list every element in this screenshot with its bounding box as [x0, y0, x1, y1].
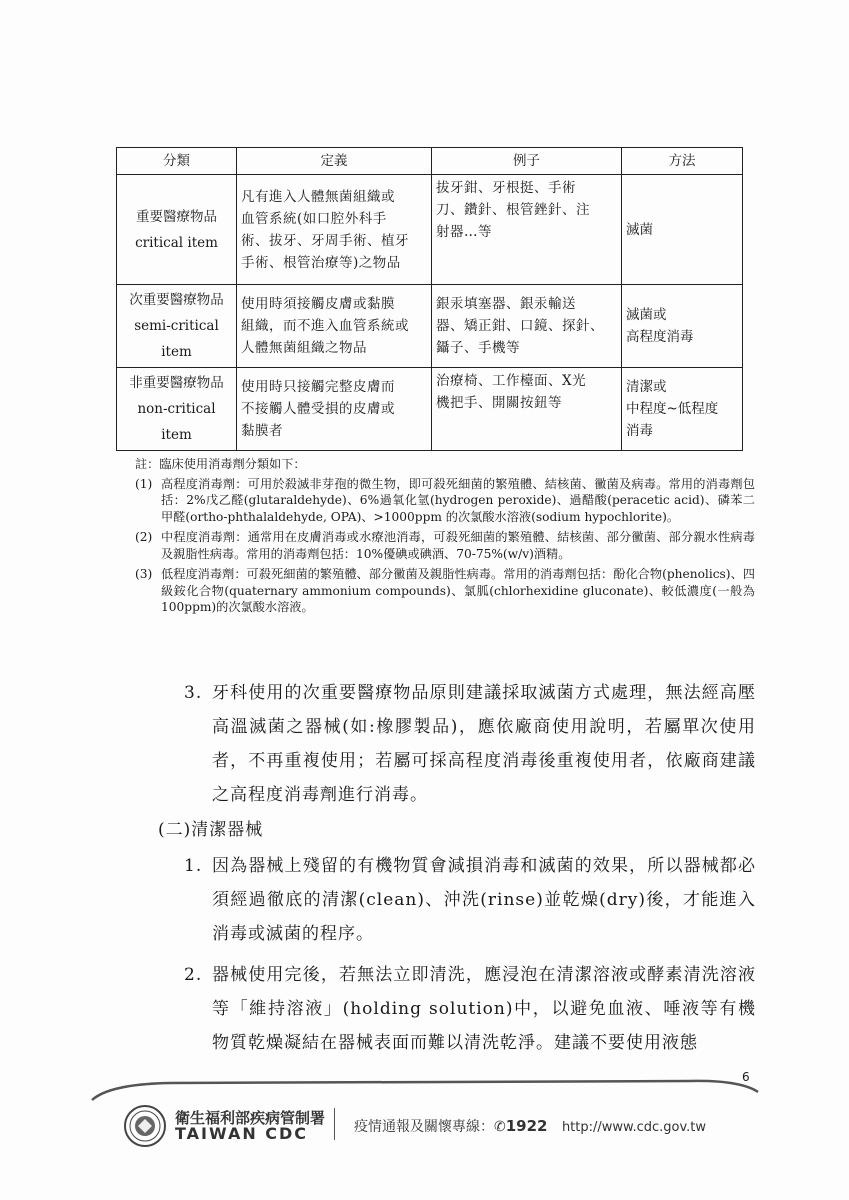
row-examples [432, 368, 622, 451]
example-line: 器、矯正鉗、口鏡、探針、 [436, 318, 604, 334]
example-line: 拔牙鉗、牙根挺、手術 [436, 180, 576, 196]
row-examples [432, 285, 622, 368]
row-method [622, 285, 743, 368]
hotline-number: 1922 [505, 1117, 548, 1135]
item-number: 3. [184, 683, 203, 703]
cdc-logo-icon [123, 1104, 167, 1148]
row-definition [237, 368, 432, 451]
table-notes [135, 456, 755, 620]
row-examples [432, 175, 622, 285]
example-line: 刀、鑽針、根管銼針、注 [436, 202, 590, 218]
section-item-2 [186, 958, 756, 1060]
footer-divider-curve [90, 1078, 760, 1102]
method-line: 高程度消毒 [626, 329, 694, 345]
row-definition [237, 285, 432, 368]
method-line: 中程度~低程度 [626, 401, 719, 417]
category-en: non-critical item [137, 401, 216, 443]
category-en: critical item [135, 234, 218, 251]
note-number: (1) [135, 476, 153, 491]
method-line: 滅菌 [626, 221, 653, 238]
page-number: 6 [742, 1070, 750, 1084]
hotline-info [354, 1116, 706, 1136]
section-item-1 [186, 849, 756, 951]
table-row [117, 285, 743, 368]
org-name-cn: 衛生福利部疾病管制署 [175, 1109, 326, 1127]
notes-heading: 註：臨床使用消毒劑分類如下： [135, 457, 306, 471]
header-examples: 例子 [432, 148, 622, 175]
note-text: 高程度消毒劑：可用於殺滅非芽孢的微生物，即可殺死細菌的繁殖體、結核菌、黴菌及病毒。常用的消毒劑包括：2%戊乙醛(glutaraldehyde)、6%過氧化氫(hydrogen peroxide)、過醋酸(peracetic acid)、磷苯二甲醛(ortho-phthalaldehyde, OPA)、>1000ppm 的次氯酸水溶液(sodium hypochlorite)。 [161, 476, 755, 524]
item-number: 2. [184, 965, 203, 985]
definition-line: 組織，而不進入血管系統或 [241, 318, 409, 334]
definition-line: 手術、根管治療等)之物品 [241, 254, 401, 271]
row-method [622, 175, 743, 285]
note-number: (2) [135, 530, 153, 544]
definition-line: 使用時只接觸完整皮膚而 [241, 379, 395, 395]
example-line: 治療椅、工作檯面、X光 [436, 373, 587, 389]
paragraph-item-3 [186, 676, 756, 812]
definition-line: 凡有進入人體無菌組織或 [241, 188, 395, 205]
org-name-en: TAIWAN CDC [175, 1124, 309, 1143]
phone-icon: ✆ [494, 1119, 506, 1135]
row-definition [237, 175, 432, 285]
note-item [135, 566, 755, 616]
definition-line: 不接觸人體受損的皮膚或 [241, 401, 395, 417]
definition-line: 人體無菌組織之物品 [241, 340, 367, 356]
definition-line: 術、拔牙、牙周手術、植牙 [241, 232, 409, 249]
footer-separator [334, 1108, 335, 1140]
note-item [135, 529, 755, 562]
table-row [117, 175, 743, 285]
item-text: 牙科使用的次重要醫療物品原則建議採取滅菌方式處理，無法經高壓高溫滅菌之器械(如:橡膠製品)，應依廠商使用說明，若屬單次使用者，不再重複使用；若屬可採高程度消毒後重複使用者，依廠商建議之高程度消毒劑進行消毒。 [212, 683, 756, 805]
header-method: 方法 [622, 148, 743, 175]
example-line: 機把手、開關按鈕等 [436, 395, 562, 411]
example-line: 鑷子、手機等 [436, 340, 520, 356]
row-category [117, 175, 237, 285]
header-definition: 定義 [237, 148, 432, 175]
section-heading: (二)清潔器械 [158, 820, 264, 840]
method-line: 消毒 [626, 423, 653, 439]
row-category [117, 285, 237, 368]
table-row [117, 368, 743, 451]
method-line: 滅菌或 [626, 307, 667, 323]
example-line: 銀汞填塞器、銀汞輸送 [436, 296, 576, 312]
item-number: 1. [184, 856, 203, 876]
header-category: 分類 [117, 148, 237, 175]
category-en: semi-critical item [134, 318, 219, 360]
note-number: (3) [135, 567, 153, 581]
note-item [135, 476, 755, 526]
row-method [622, 368, 743, 451]
method-line: 清潔或 [626, 379, 667, 395]
example-line: 射器…等 [436, 224, 492, 240]
category-cn: 次重要醫療物品 [129, 292, 224, 308]
category-cn: 重要醫療物品 [136, 208, 217, 225]
category-cn: 非重要醫療物品 [129, 375, 224, 391]
classification-table [116, 147, 743, 451]
item-text: 因為器械上殘留的有機物質會減損消毒和滅菌的效果，所以器械都必須經過徹底的清潔(clean)、沖洗(rinse)並乾燥(dry)後，才能進入消毒或滅菌的程序。 [212, 856, 756, 944]
definition-line: 血管系統(如口腔外科手 [241, 210, 387, 227]
table-header-row [117, 148, 743, 175]
item-text: 器械使用完後，若無法立即清洗，應浸泡在清潔溶液或酵素清洗溶液等「維持溶液」(holding solution)中，以避免血液、唾液等有機物質乾燥凝結在器械表面而難以清洗乾淨。建議不要使用液態 [212, 965, 756, 1053]
note-text: 低程度消毒劑：可殺死細菌的繁殖體、部分黴菌及親脂性病毒。常用的消毒劑包括：酚化合物(phenolics)、四級銨化合物(quaternary ammonium compounds)、氯胍(chlorhexidine gluconate)、較低濃度(一般為 100ppm)的次氯酸水溶液。 [161, 567, 755, 614]
definition-line: 使用時須接觸皮膚或黏膜 [241, 296, 395, 312]
row-category [117, 368, 237, 451]
website-link[interactable]: http://www.cdc.gov.tw [561, 1120, 707, 1135]
note-text: 中程度消毒劑：通常用在皮膚消毒或水療池消毒，可殺死細菌的繁殖體、結核菌、部分黴菌、部分親水性病毒及親脂性病毒。常用的消毒劑包括：10%優碘或碘酒、70-75%(w/v)酒精。 [161, 530, 755, 561]
hotline-label: 疫情通報及關懷專線： [354, 1119, 494, 1135]
definition-line: 黏膜者 [241, 423, 283, 439]
